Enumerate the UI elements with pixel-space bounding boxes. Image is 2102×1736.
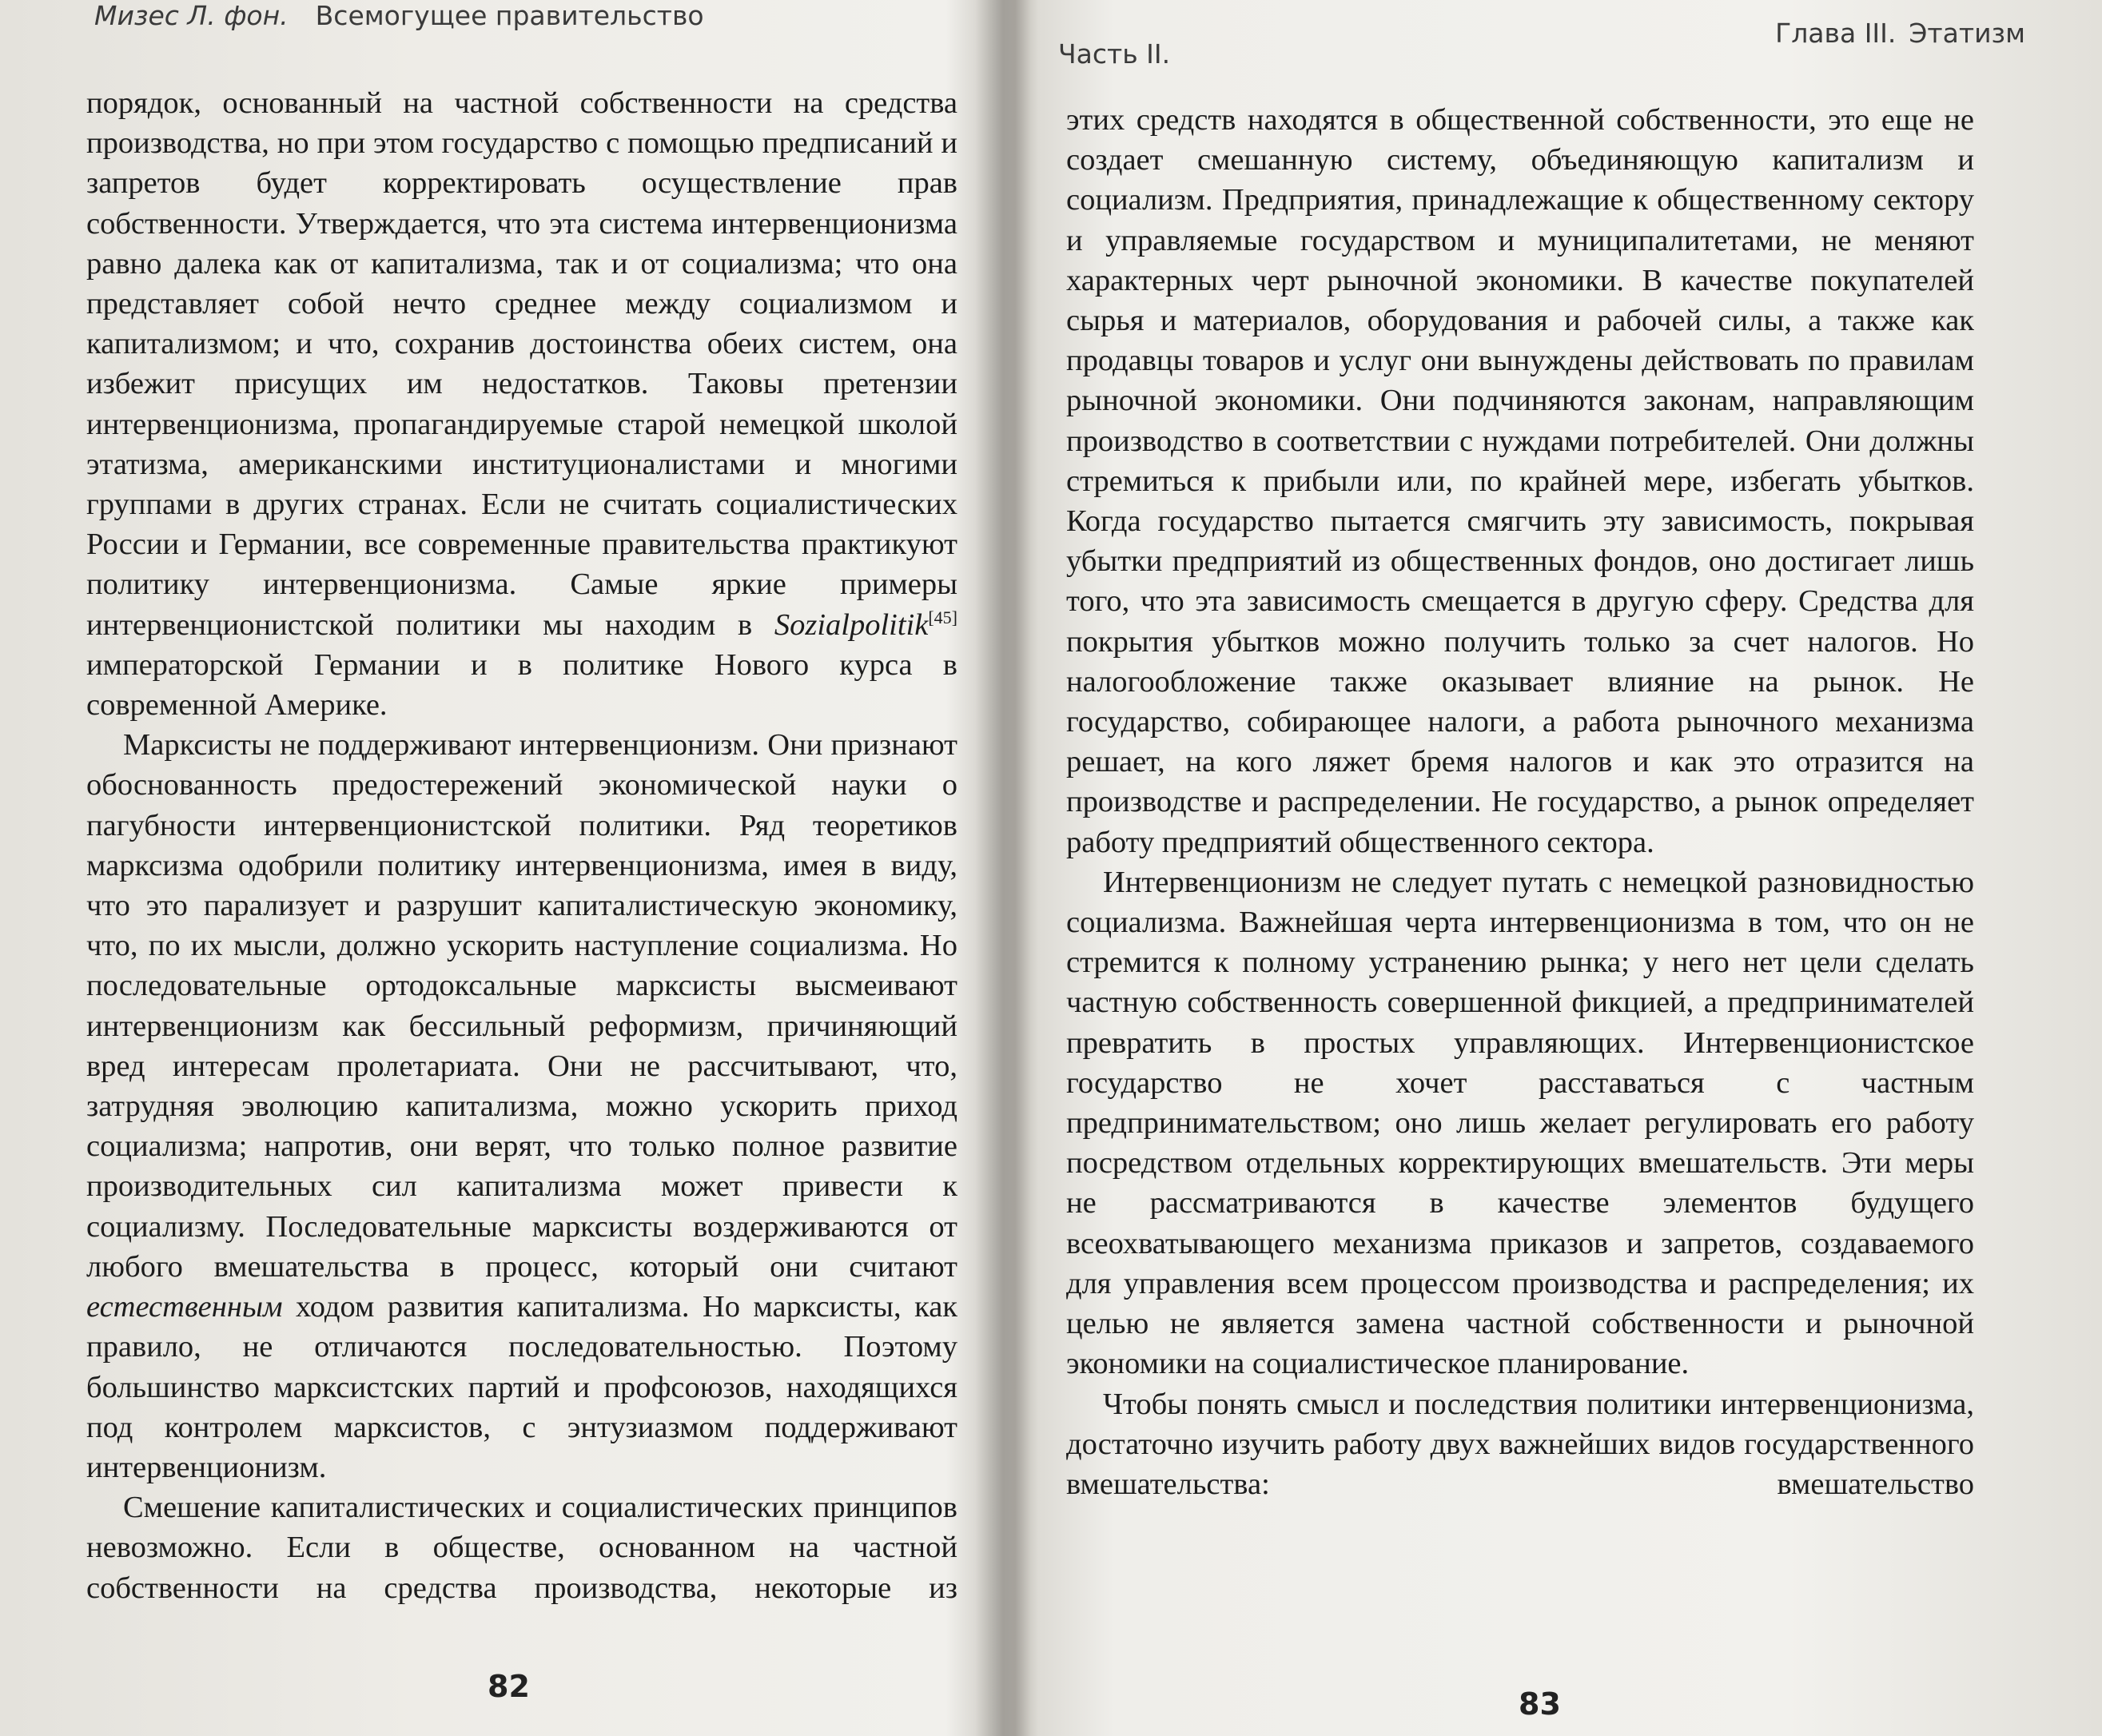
text-run: ходом развития капитализма. Но марксисты, как правило, не отличаются последовательностью. Поэтому большинство марксистских партий и профсоюзов, находящихся под контролем марксистов, с энтузиазмом поддерживают интервенционизм. (86, 1290, 957, 1484)
text-run: Интервенционизм не следует путать с немецкой разновидностью социализма. Важнейшая черта интервенционизма в том, что он не стремится к полному устранению рынка; у него нет цели сделать частную собственность совершенной фикцией, а предпринимателей превратить в простых управляющих. Интервенционистское государство не хочет расставаться с частным предпринимательством; оно лишь желает регулировать его работу посредством отдельных корректирующих вмешательств. Эти меры не рассматриваются в качестве элементов будущего всеохватывающего механизма приказов и запретов, создаваемого для управления всем процессом производства и распределения; их целью не является замена частной собственности и рыночной экономики на социалистическое планирование. (1066, 865, 1974, 1381)
footnote-ref: [45] (928, 607, 957, 627)
right-running-head (1775, 18, 2025, 49)
right-paragraph-3 (1066, 1384, 1974, 1505)
right-page-number: 83 (1519, 1686, 1561, 1722)
text-run: Марксисты не поддерживают интервенционизм. Они признают обоснованность предостережений экономической науки о пагубности интервенционистской политики. Ряд теоретиков марксизма одобрили политику интервенционизма, имея в виду, что это парализует и разрушит капиталистическую экономику, что, по их мысли, должно ускорить наступление социализма. Но последовательные ортодоксальные марксисты высмеивают интервенционизм как бессильный реформизм, причиняющий вред интересам пролетариата. Они не рассчитывают, что, затрудняя эволюцию капитализма, можно ускорить приход социализма; напротив, они верят, что только полное развитие производительных сил капитализма может привести к социализму. Последовательные марксисты воздерживаются от любого вмешательства в процесс, который они считают (86, 728, 957, 1284)
left-page-number: 82 (488, 1669, 530, 1704)
running-head-chapter: Глава III. (1775, 18, 1897, 49)
italic-text: Sozialpolitik (774, 607, 929, 642)
text-run: императорской Германии и в политике Нового курса в современной Америке. (86, 647, 957, 723)
right-page-text (1066, 100, 1974, 1504)
right-paragraph-1 (1066, 100, 1974, 862)
running-head-author: Мизес Л. фон. (94, 0, 289, 31)
running-head-title: Всемогущее правительство (315, 0, 704, 31)
running-head-chapter-title: Этатизм (1909, 18, 2025, 49)
italic-text: естественным (86, 1290, 283, 1324)
text-run: порядок, основанный на частной собственности на средства производства, но при этом государство с помощью предписаний и запретов будет корректировать осуществление прав собственности. Утверждается, что эта система интервенционизма равно далека как от капитализма, так и от социализма; что она представляет собой нечто среднее между социализмом и капитализмом; и что, сохранив достоинства обеих систем, она избежит присущих им недостатков. Таковы претензии интервенционизма, пропагандируемые старой немецкой школой этатизма, американскими институционалистами и многими группами в других странах. Если не считать социалистических России и Германии, все современные правительства практикуют политику интервенционизма. Самые яркие примеры интервенционистской политики мы находим в (86, 86, 957, 642)
left-paragraph-1 (86, 83, 957, 725)
left-paragraph-3 (86, 1487, 957, 1608)
right-page (1015, 0, 2102, 1736)
right-paragraph-2 (1066, 862, 1974, 1384)
left-page (0, 0, 991, 1736)
left-page-text (86, 83, 957, 1608)
text-run: этих средств находятся в общественной собственности, это еще не создает смешанную систему, объединяющую капитализм и социализм. Предприятия, принадлежащие к общественному сектору и управляемые государством и муниципалитетами, не меняют характерных черт рыночной экономики. В качестве покупателей сырья и материалов, оборудования и рабочей силы, а также как продавцы товаров и услуг они вынуждены действовать по правилам рыночной экономики. Они подчиняются законам, направляющим производство в соответствии с нуждами потребителей. Они должны стремиться к прибыли или, по крайней мере, избегать убытков. Когда государство пытается смягчить эту зависимость, покрывая убытки предприятий из общественных фондов, оно достигает лишь того, что эта зависимость смещается в другую сферу. Средства для покрытия убытков можно получить только за счет налогов. Но налогообложение также оказывает влияние на рынок. Не государство, собирающее налоги, а работа рыночного механизма решает, на кого ляжет бремя налогов и как это отразится на производстве и распределении. Не государство, а рынок определяет работу предприятий общественного сектора. (1066, 103, 1974, 859)
text-run: Смешение капиталистических и социалистических принципов невозможно. Если в обществе, основанном на частной собственности на средства производства, некоторые из (86, 1491, 957, 1605)
left-running-head (94, 0, 704, 31)
running-head-part: Часть II. (1058, 38, 1171, 70)
left-paragraph-2 (86, 725, 957, 1487)
text-run: Чтобы понять смысл и последствия политики интервенционизма, достаточно изучить работу двух важнейших видов государственного вмешательства: вмешательство (1066, 1387, 1974, 1501)
